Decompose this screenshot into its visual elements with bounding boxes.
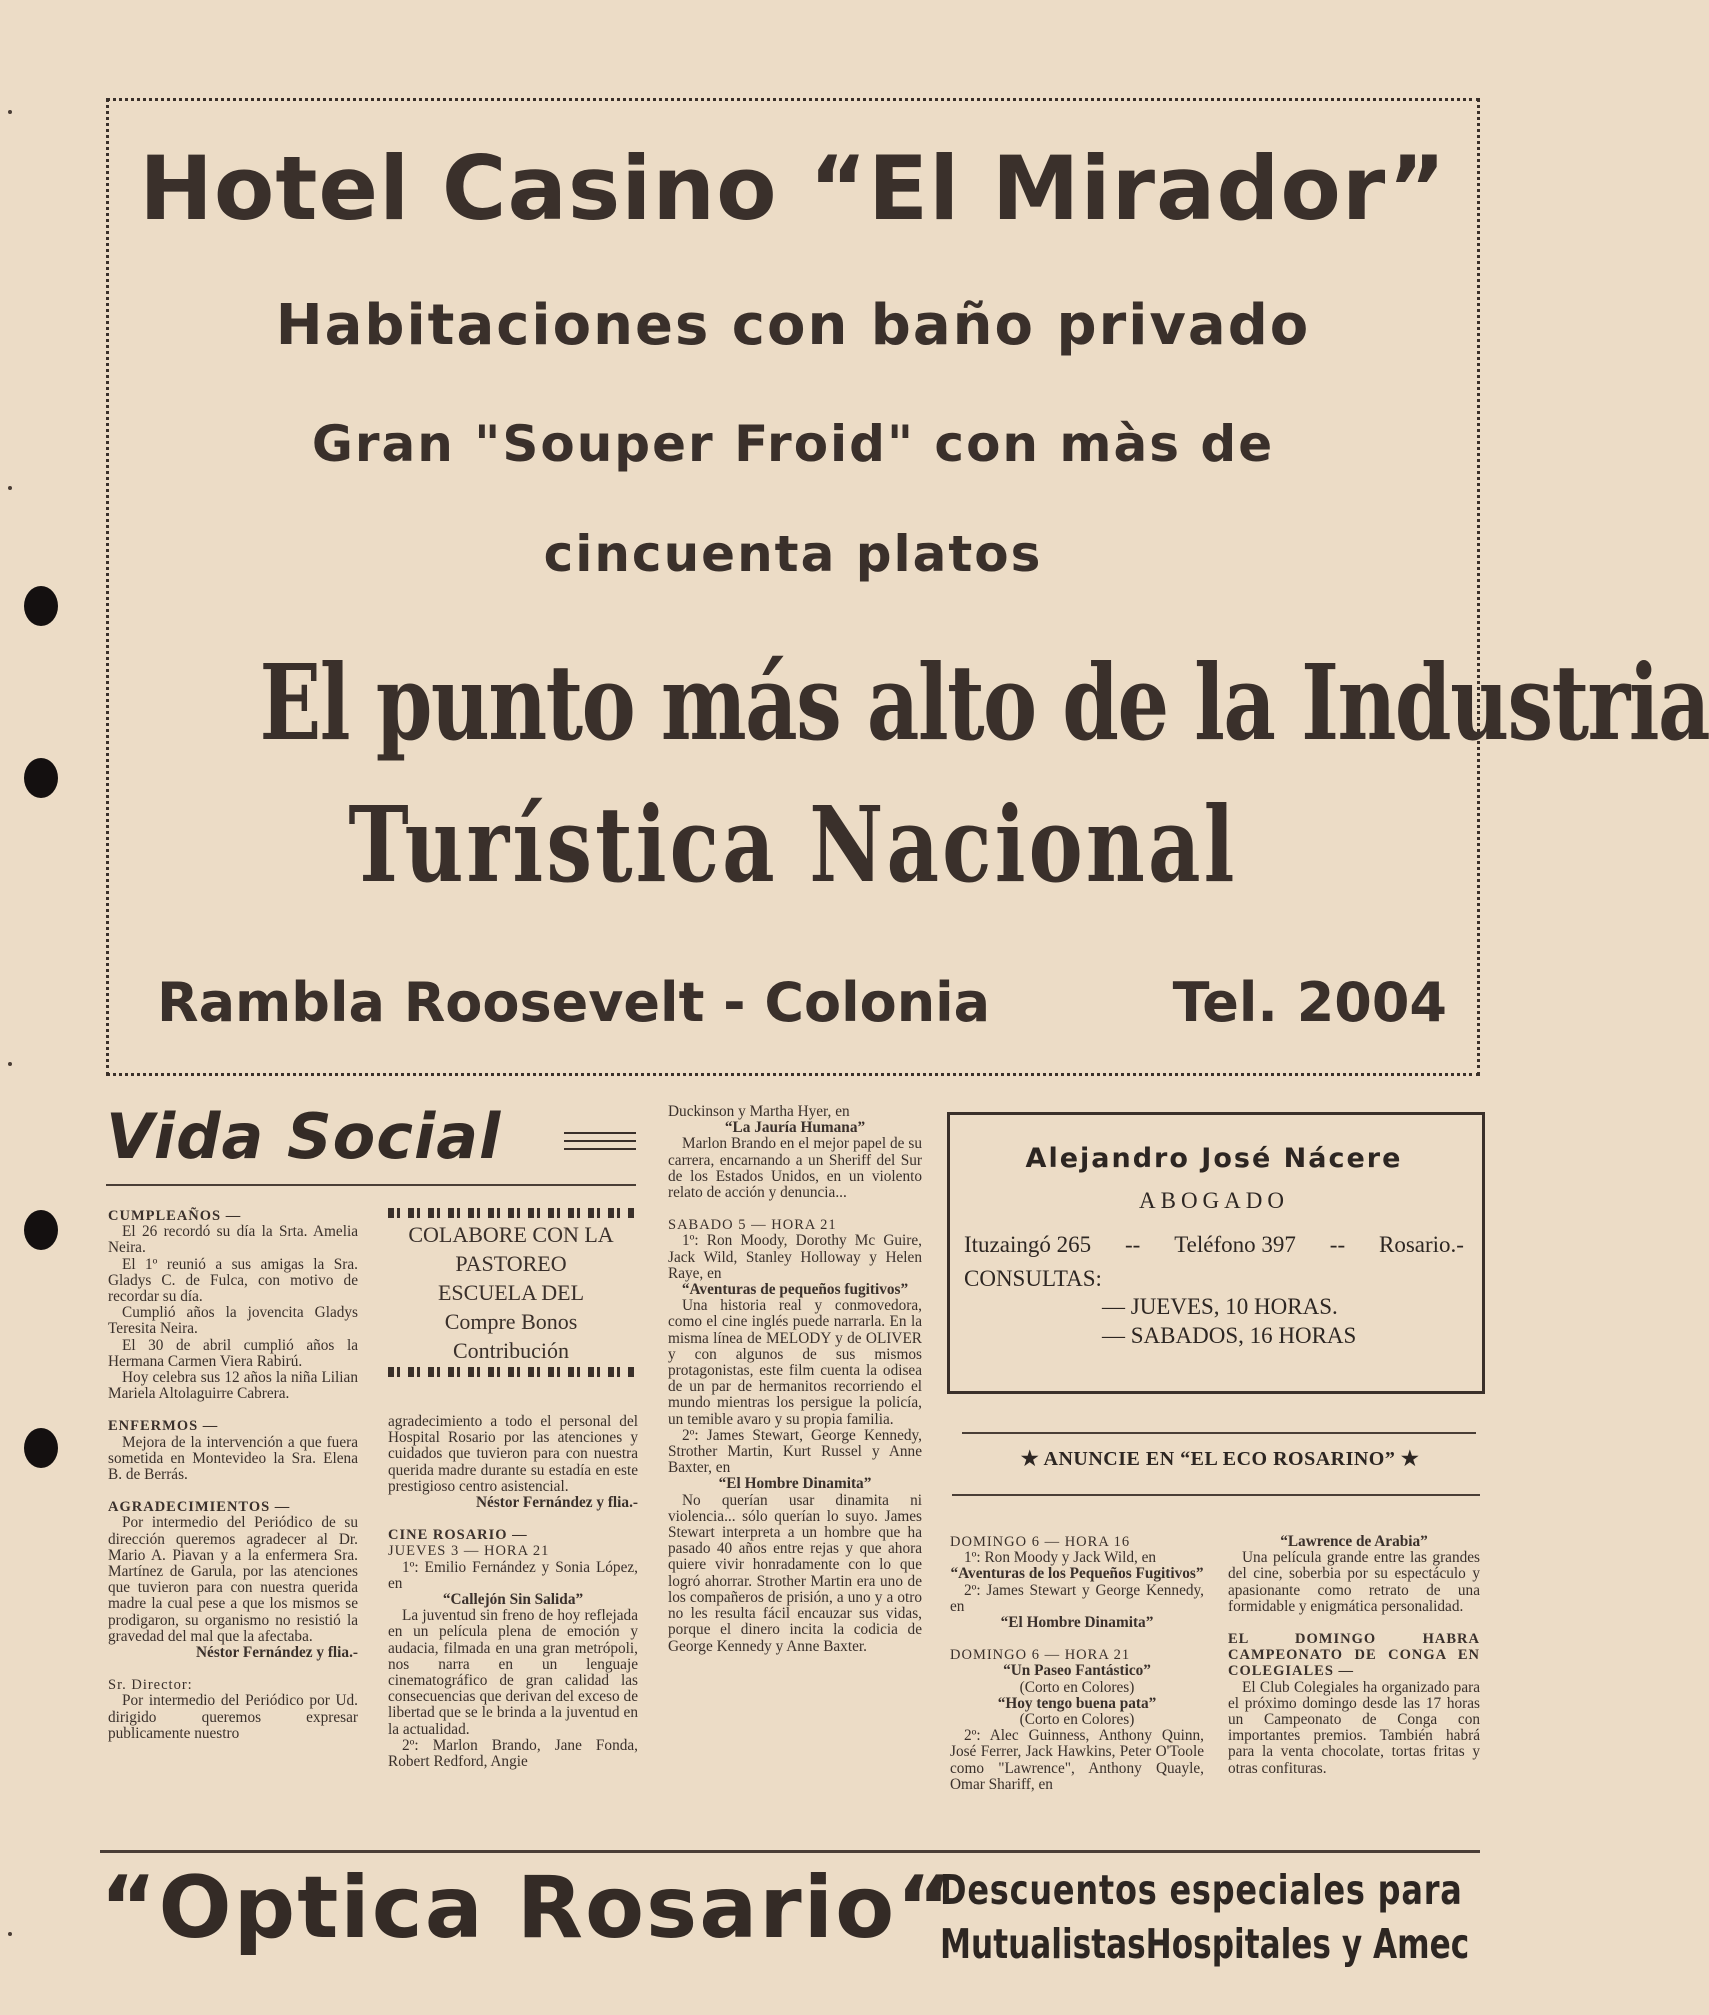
section-heading: EL DOMINGO HABRA CAMPEONATO DE CONGA EN COLEGIALES — <box>1228 1631 1480 1680</box>
section-rule <box>952 1494 1480 1496</box>
film-title: “Lawrence de Arabia” <box>1280 1533 1428 1550</box>
colabore-line: COLABORE CON LA <box>408 1222 614 1247</box>
colabore-line: ESCUELA DEL <box>437 1280 585 1305</box>
separator: -- <box>1125 1232 1141 1257</box>
ornament-border <box>388 1208 634 1218</box>
colabore-box <box>384 1206 638 1390</box>
consultas-row: — SABADOS, 16 HORAS <box>1102 1323 1357 1348</box>
show-time: DOMINGO 6 — HORA 16 <box>950 1534 1131 1550</box>
film-title: “El Hombre Dinamita” <box>718 1475 872 1493</box>
column-cinema-1 <box>388 1414 638 1770</box>
ad-souper-line2: cincuenta platos <box>543 525 1043 583</box>
film-title: “La Jauría Humana” <box>724 1119 866 1137</box>
title-dash <box>564 1140 636 1142</box>
paper-speck <box>8 1932 12 1936</box>
paragraph: No querían usar dinamita ni violencia... sólo querían lo suyo. James Stewart interpreta a un hombre que ha pasado 40 años entre rejas y que ahora quiere vivir honradamente con lo que logró ahorrar. Strother Martin era uno de los compañeros de prisión, a uno y a otro no les resulta fácil encauzar sus vidas, porque el dinero incita la codicia de George Kennedy y Anne Baxter. <box>668 1491 922 1655</box>
film-note: (Corto en Colores) <box>1019 1678 1135 1696</box>
ad-address: Rambla Roosevelt - Colonia <box>157 971 991 1034</box>
film-title: “Un Paseo Fantástico” <box>1003 1662 1151 1680</box>
binder-hole <box>24 758 58 798</box>
paragraph: El 26 recordó su día la Srta. Amelia Neira. <box>108 1223 358 1257</box>
vida-social-header <box>106 1100 636 1184</box>
advertise-banner <box>960 1436 1480 1486</box>
paragraph: 2º: Alec Guinness, Anthony Quinn, José Ferrer, Jack Hawkins, Peter O'Toole como "Lawrence", Anthony Quayle, Omar Shariff, en <box>950 1727 1204 1793</box>
paragraph: Hoy celebra sus 12 años la niña Lilian Mariela Altolaguirre Cabrera. <box>108 1369 358 1403</box>
colabore-line: Compre Bonos <box>444 1309 578 1334</box>
ad-slogan-line1: El punto más alto de la Industria <box>259 641 1709 764</box>
section-heading: ENFERMOS — <box>108 1418 219 1435</box>
lawyer-street: Ituzaingó 265 <box>964 1232 1092 1257</box>
section-rule <box>962 1432 1476 1434</box>
column-social-news <box>108 1208 358 1742</box>
lawyer-city: Rosario.- <box>1379 1232 1464 1257</box>
letter-salutation: Sr. Director: <box>108 1677 193 1694</box>
colabore-line: PASTOREO <box>455 1251 567 1276</box>
title-dash <box>564 1148 636 1150</box>
paragraph: Por intermedio del Periódico por Ud. dirigido queremos expresar publicamente nuestro <box>108 1692 358 1742</box>
paragraph: 1º: Ron Moody, Dorothy Mc Guire, Jack Wild, Stanley Holloway y Helen Raye, en <box>668 1232 922 1282</box>
show-time: SABADO 5 — HORA 21 <box>668 1217 837 1234</box>
optica-title: “Optica Rosario“ <box>100 1858 955 1958</box>
paper-speck <box>8 1062 12 1066</box>
lawyer-address <box>964 1232 1464 1258</box>
optica-description: MutualistasHospitales y Amec <box>940 1920 1470 1968</box>
ad-telephone: Tel. 2004 <box>1172 971 1447 1034</box>
consultas-row: — JUEVES, 10 HORAS. <box>1102 1294 1338 1319</box>
paragraph: Por intermedio del Periódico de su dirección queremos agradecer al Dr. Mario A. Piavan y a la enfermera Sra. Martínez de Garula, por las atenciones que tuvieron para con nuestra querida madre la cual pese a que los mismos se prodigaron, su organismo no resistió la gravedad del mal que la afectaba. <box>108 1514 358 1645</box>
ad-rooms: Habitaciones con baño privado <box>275 293 1311 358</box>
colabore-line: Contribución <box>452 1338 570 1363</box>
ad-address-line <box>157 971 1447 1034</box>
section-heading: CINE ROSARIO — <box>388 1527 528 1544</box>
advertise-text: ★ ANUNCIE EN “EL ECO ROSARINO” ★ <box>1020 1448 1420 1470</box>
column-cinema-2 <box>668 1104 922 1655</box>
lawyer-name: Alejandro José Nácere <box>1025 1143 1403 1174</box>
ad-title: Hotel Casino “El Mirador” <box>139 137 1447 240</box>
lawyer-ad <box>947 1112 1485 1394</box>
paper-speck <box>8 486 12 490</box>
paragraph: Duckinson y Martha Hyer, en <box>668 1103 850 1120</box>
binder-hole <box>24 586 58 626</box>
paragraph: 2º: Marlon Brando, Jane Fonda, Robert Redford, Angie <box>388 1736 638 1771</box>
paragraph: agradecimiento a todo el personal del Hospital Rosario por las atenciones y cuidados que tuvieron para con nuestra querida madre durante su estadía en este prestigioso centro asistencial. <box>388 1413 638 1495</box>
film-title: “Aventuras de pequeños fugitivos” <box>681 1281 909 1299</box>
paragraph: El Club Colegiales ha organizado para el próximo domingo desde las 17 horas un Campeonato de Conga con importantes premios. También habrá para la venta chocolate, tortas fritas y otras confituras. <box>1228 1678 1480 1777</box>
section-title: Vida Social <box>106 1100 502 1173</box>
paragraph: La juventud sin freno de hoy reflejada en un película plena de emoción y audacia, filmada en una gran metrópoli, nos narra en un lenguaje cinematográfico de gran calidad las consecuencias que derivan del exceso de libertad que se le brinda a la juventud en la actualidad. <box>388 1607 638 1738</box>
binder-hole <box>24 1428 58 1468</box>
hotel-casino-ad <box>106 98 1709 1076</box>
paragraph: 2º: James Stewart y George Kennedy, en <box>950 1581 1204 1615</box>
paragraph: 2º: James Stewart, George Kennedy, Strother Martin, Kurt Russel y Anne Baxter, en <box>668 1426 922 1477</box>
ad-slogan-line2: Turística Nacional <box>348 783 1238 906</box>
film-note: (Corto en Colores) <box>1019 1711 1135 1729</box>
ad-souper-line1: Gran "Souper Froid" con màs de <box>311 415 1275 473</box>
optica-rosario-ad <box>100 1850 1500 2010</box>
lawyer-title: ABOGADO <box>1139 1188 1289 1213</box>
section-heading: AGRADECIMIENTOS — <box>108 1499 291 1516</box>
ornament-border <box>388 1367 634 1377</box>
film-title: “Callejón Sin Salida” <box>442 1591 584 1609</box>
show-time: DOMINGO 6 — HORA 21 <box>950 1647 1131 1664</box>
film-title: “Hoy tengo buena pata” <box>997 1694 1157 1712</box>
paragraph: 1º: Ron Moody y Jack Wild, en <box>964 1549 1157 1567</box>
separator: -- <box>1329 1232 1346 1257</box>
section-heading: CUMPLEAÑOS — <box>108 1208 242 1224</box>
signature: Néstor Fernández y flia.- <box>476 1494 638 1512</box>
show-time: JUEVES 3 — HORA 21 <box>388 1543 550 1560</box>
film-title: “Aventuras de los Pequeños Fugitivos” <box>950 1565 1204 1583</box>
optica-description: Descuentos especiales para <box>940 1866 1463 1914</box>
paragraph: Mejora de la intervención a que fuera sometida en Montevideo la Sra. Elena B. de Berrás. <box>108 1433 358 1484</box>
paragraph: El 30 de abril cumplió años la Hermana Carmen Viera Rabirú. <box>108 1336 358 1370</box>
consultas-label: CONSULTAS: <box>964 1266 1102 1291</box>
column-cinema-4 <box>1228 1534 1480 1777</box>
paragraph: Cumplió años la jovencita Gladys Teresita Neira. <box>108 1304 358 1338</box>
paragraph: El 1º reunió a sus amigas la Sra. Gladys C. de Fulca, con motivo de recordar su día. <box>108 1255 358 1306</box>
paragraph: Una película grande entre las grandes del cine, soberbia por su espectáculo y apasionante como retrato de una formidable y enigmática personalidad. <box>1228 1549 1480 1615</box>
paper-speck <box>8 110 12 114</box>
paragraph: 1º: Emilio Fernández y Sonia López, en <box>388 1558 638 1592</box>
binder-hole <box>24 1210 58 1250</box>
lawyer-phone: Teléfono 397 <box>1174 1232 1296 1257</box>
column-cinema-3 <box>950 1534 1204 1793</box>
title-dash <box>564 1132 636 1134</box>
section-rule <box>106 1184 636 1186</box>
paragraph: Una historia real y conmovedora, como el cine inglés puede narrarla. En la misma línea de MELODY y de OLIVER y con algunos de sus mismos protagonistas, este film cuenta la odisea de un par de hermanitos recorriendo el mundo mientras los persigue la policía, un temible avaro y su propia familia. <box>668 1297 922 1428</box>
signature: Néstor Fernández y flia.- <box>196 1644 358 1662</box>
film-title: “El Hombre Dinamita” <box>1000 1614 1154 1632</box>
paragraph: Marlon Brando en el mejor papel de su carrera, encarnando a un Sheriff del Sur de los Estados Unidos, en un violento relato de acción y denuncia... <box>668 1135 922 1202</box>
